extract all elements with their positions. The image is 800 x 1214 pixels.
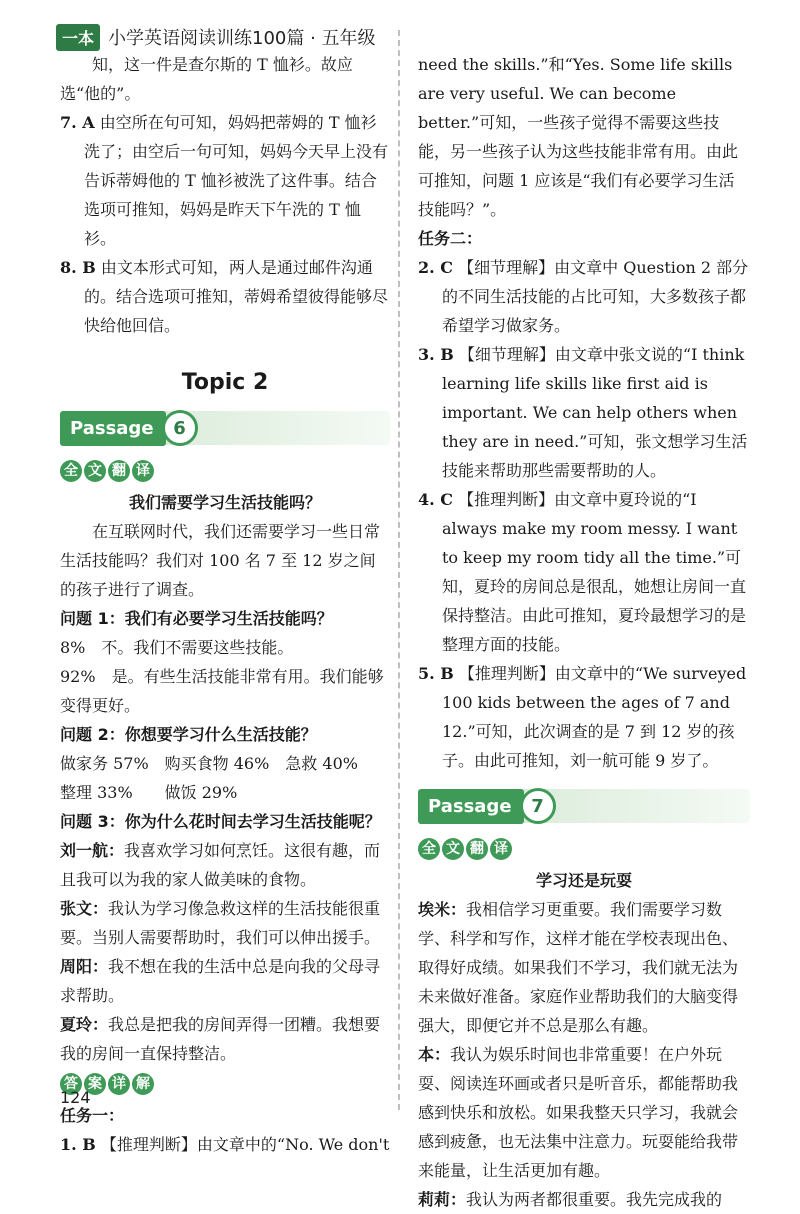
q1-option-b: 92% 是。有些生活技能非常有用。我们能够变得更好。: [60, 667, 384, 715]
q2-line-1: 做家务 57% 购买食物 46% 急救 40%: [60, 754, 358, 773]
speaker-name: 夏玲：: [60, 1015, 109, 1034]
answer-8: [60, 253, 390, 340]
answer-text: 由文章中的“We surveyed 100 kids between the ages of 7 and 12.”可知，此次调查的是 7 到 12 岁的孩子。由此可推知，刘一航可能 9 岁了。: [442, 664, 747, 770]
speaker-xia: [60, 1010, 390, 1068]
right-column: [418, 50, 750, 1214]
answer-text: 由空所在句可知，妈妈把蒂姆的 T 恤衫洗了；由空后一句可知，妈妈今天早上没有告诉蒂姆他的 T 恤衫被洗了这件事。结合选项可推知，妈妈是昨天下午洗的 T 恤衫。: [84, 113, 389, 248]
speaker-text: 我认为娱乐时间也非常重要！在户外玩耍、阅读连环画或者只是听音乐，都能帮助我感到快乐和放松。如果我整天只学习，我就会感到疲惫，也无法集中注意力。玩耍能给我带来能量，让生活更加有趣。: [418, 1045, 739, 1180]
answer-tag: 【推理判断】: [458, 664, 555, 683]
article-title: 学习还是玩耍: [535, 871, 632, 890]
answer-text: 由文本形式可知，两人是通过邮件沟通的。结合选项可推知，蒂姆希望彼得能够尽快给他回信。: [84, 258, 389, 335]
speaker-text: 我不想在我的生活中总是向我的父母寻求帮助。: [60, 957, 381, 1005]
speaker-text: 我相信学习更重要。我们需要学习数学、科学和写作，这样才能在学校表现出色、取得好成绩。如果我们不学习，我们就无法为未来做好准备。家庭作业帮助我们的大脑变得强大，即便它并不总是那么有趣。: [418, 900, 739, 1035]
answer-tag: 【细节理解】: [458, 258, 555, 277]
speaker-liu: [60, 836, 390, 894]
passage-number: 7: [520, 788, 556, 824]
answer-text: 由文章中夏玲说的“I always make my room messy. I want to keep my room tidy all the time.”可知，夏玲的房间总是很乱，她想让房间一直保持整洁。由此可推知，夏玲最想学习的是整理方面的技能。: [442, 490, 747, 654]
answer-4: [418, 485, 750, 659]
continued-text: need the skills.”和“Yes. Some life skills are very useful. We can become better.”可知，一些孩子觉得不需要这些技能，另一些孩子认为这些技能非常有用。由此可推知，问题 1 应该是“我们有必要学习生活技能吗？”。: [418, 55, 739, 219]
badge-char: 译: [490, 838, 512, 860]
passage-banner: [418, 789, 750, 823]
answer-text: 由文章中的“No. We don't: [196, 1135, 390, 1154]
q2-line-2: 整理 33% 做饭 29%: [60, 783, 238, 802]
answer-1: [60, 1130, 390, 1159]
badge-char: 答: [60, 1073, 82, 1095]
passage-number: 6: [162, 410, 198, 446]
speaker-amy: [418, 895, 750, 1040]
speaker-text: 我认为两者都很重要。我先完成我的: [466, 1190, 723, 1209]
speaker-name: 本：: [418, 1045, 451, 1064]
task-2-heading: 任务二：: [418, 229, 483, 248]
answer-tag: 【推理判断】: [458, 490, 555, 509]
answer-tag: 【推理判断】: [100, 1135, 197, 1154]
answer-tag: 【细节理解】: [458, 345, 555, 364]
badge-char: 案: [84, 1073, 106, 1095]
answer-5: [418, 659, 750, 775]
badge-char: 全: [418, 838, 440, 860]
column-divider: [398, 30, 400, 1110]
speaker-zhang: [60, 894, 390, 952]
speaker-text: 我喜欢学习如何烹饪。这很有趣，而且我可以为我的家人做美味的食物。: [60, 841, 381, 889]
brand-logo: 一本: [56, 24, 100, 51]
answer-label: 1. B: [60, 1135, 96, 1154]
page-number: 124: [60, 1088, 91, 1107]
badge-char: 译: [132, 460, 154, 482]
topic-heading: Topic 2: [181, 370, 269, 395]
answer-label: 3. B: [418, 345, 454, 364]
answer-label: 8. B: [60, 258, 96, 277]
question-3-heading: 问题 3：你为什么花时间去学习生活技能呢？: [60, 812, 381, 831]
passage-label: Passage: [60, 411, 166, 446]
intro-paragraph: 在互联网时代，我们还需要学习一些日常生活技能吗？我们对 100 名 7 至 12 岁之间的孩子进行了调查。: [60, 522, 381, 599]
speaker-text: 我认为学习像急救这样的生活技能很重要。当别人需要帮助时，我们可以伸出援手。: [60, 899, 381, 947]
answer-7: [60, 108, 390, 253]
left-column: [60, 50, 390, 1159]
book-title: 小学英语阅读训练100篇 · 五年级: [108, 28, 376, 49]
speaker-ben: [418, 1040, 750, 1185]
question-1-heading: 问题 1：我们有必要学习生活技能吗？: [60, 609, 333, 628]
answer-label: 5. B: [418, 664, 454, 683]
answer-label: 4. C: [418, 490, 454, 509]
article-title: 我们需要学习生活技能吗？: [128, 493, 321, 512]
badge-char: 翻: [108, 460, 130, 482]
answer-label: 7. A: [60, 113, 95, 132]
task-1-heading: 任务一：: [60, 1106, 125, 1125]
q1-option-a: 8% 不。我们不需要这些技能。: [60, 638, 294, 657]
badge-char: 文: [84, 460, 106, 482]
continued-text: 知，这一件是查尔斯的 T 恤衫。故应选“他的”。: [60, 55, 353, 103]
speaker-name: 周阳：: [60, 957, 109, 976]
answer-text: 由文章中张文说的“I think learning life skills like first aid is important. We can help others when they are in need.”可知，张文想学习生活技能来帮助那些需要帮助的人。: [442, 345, 748, 480]
passage-label: Passage: [418, 789, 524, 824]
badge-char: 解: [132, 1073, 154, 1095]
speaker-name: 张文：: [60, 899, 109, 918]
passage-banner: [60, 411, 390, 445]
badge-char: 详: [108, 1073, 130, 1095]
speaker-name: 莉莉：: [418, 1190, 467, 1209]
speaker-name: 埃米：: [418, 900, 467, 919]
question-2-heading: 问题 2：你想要学习什么生活技能？: [60, 725, 317, 744]
speaker-lily: [418, 1185, 750, 1214]
speaker-zhou: [60, 952, 390, 1010]
translation-badge: [60, 460, 156, 482]
speaker-name: 刘一航：: [60, 841, 125, 860]
answer-label: 2. C: [418, 258, 454, 277]
answer-text: 由文章中 Question 2 部分的不同生活技能的占比可知，大多数孩子都希望学习做家务。: [442, 258, 749, 335]
speaker-text: 我总是把我的房间弄得一团糟。我想要我的房间一直保持整洁。: [60, 1015, 381, 1063]
answer-3: [418, 340, 750, 485]
page-header: [56, 22, 376, 52]
answer-2: [418, 253, 750, 340]
translation-badge: [418, 838, 514, 860]
badge-char: 翻: [466, 838, 488, 860]
badge-char: 文: [442, 838, 464, 860]
badge-char: 全: [60, 460, 82, 482]
